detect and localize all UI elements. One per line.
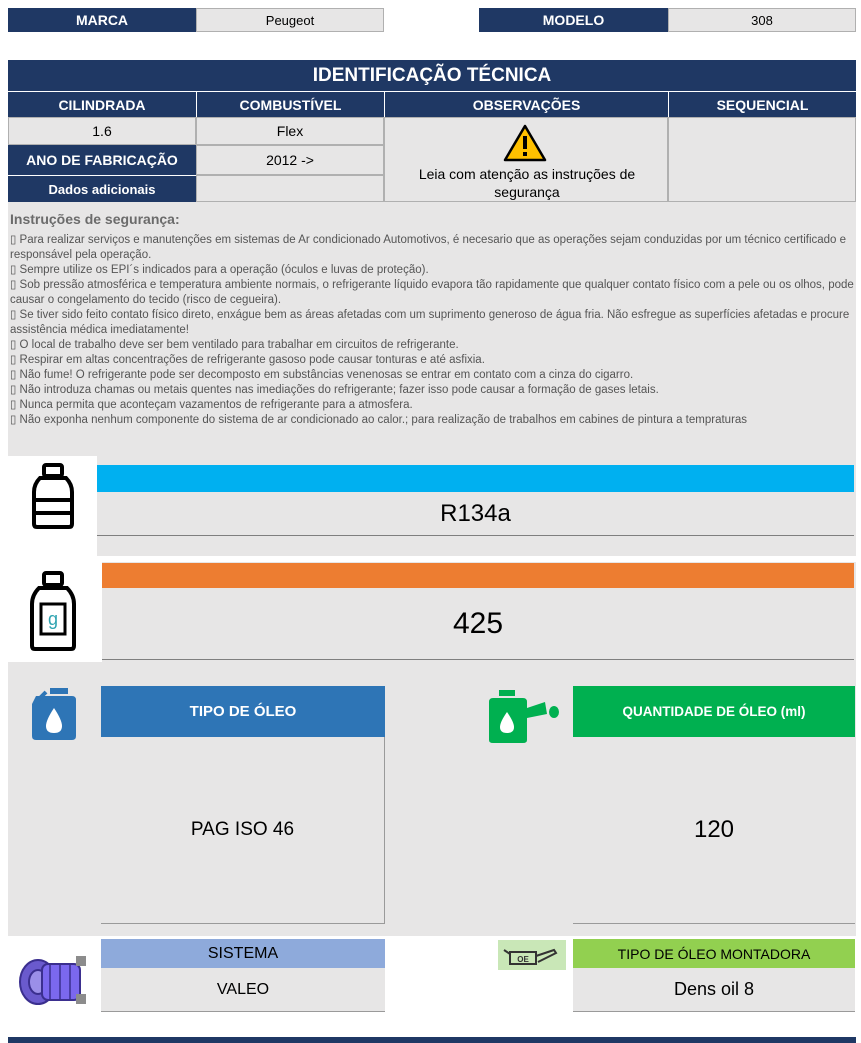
additional-label: Dados adicionais [8, 175, 196, 202]
fuel-value: Flex [196, 117, 384, 145]
oem-oil-value: Dens oil 8 [573, 968, 855, 1012]
displacement-value: 1.6 [8, 117, 196, 145]
section-divider [8, 556, 856, 562]
safety-line: ▯ Respirar em altas concentrações de refrigerante gasoso pode causar tonturas e até asfixia. [10, 354, 485, 366]
safety-title: Instruções de segurança: [10, 211, 180, 227]
oil-type-value: PAG ISO 46 [101, 737, 385, 924]
oem-oil-can-text: OE [517, 955, 529, 964]
refrigerant-amount-icon-box [8, 562, 102, 662]
refrigerant-amount-icon [28, 570, 78, 652]
technical-title: IDENTIFICAÇÃO TÉCNICA [8, 60, 856, 91]
year-value: 2012 -> [196, 145, 384, 175]
additional-value [196, 175, 384, 202]
sequential-value [668, 117, 856, 202]
model-label: MODELO [479, 8, 668, 32]
oil-type-label: TIPO DE ÓLEO [101, 686, 385, 737]
amount-icon-letter: g [47, 609, 59, 629]
compressor-icon [16, 950, 92, 1010]
refrigerant-amount-value: 425 [102, 588, 854, 660]
model-value: 308 [668, 8, 856, 32]
brand-value: Peugeot [196, 8, 384, 32]
safety-line: ▯ O local de trabalho deve ser bem ventilado para trabalhar em circuitos de refrigerante. [10, 339, 459, 351]
safety-instructions [8, 202, 856, 452]
col-observations: OBSERVAÇÕES [384, 91, 668, 117]
refrigerant-amount-bar [102, 563, 854, 588]
refrigerant-type-value: R134a [97, 492, 854, 536]
safety-line: ▯ Sempre utilize os EPI´s indicados para a operação (óculos e luvas de proteção). [10, 264, 429, 276]
safety-line: ▯ Não introduza chamas ou metais quentes nas imediações do refrigerante; fazer isso pode causar a formação de gases letais. [10, 384, 659, 396]
refrigerant-bottle-icon [30, 462, 76, 530]
oil-can-icon [28, 686, 78, 742]
safety-line: ▯ Não fume! O refrigerante pode ser decomposto em substâncias venenosas se entrar em contato com a cinza do cigarro. [10, 369, 634, 381]
oil-quantity-icon [487, 688, 563, 744]
safety-line: ▯ Nunca permita que aconteçam vazamentos de refrigerante para a atmosfera. [10, 399, 413, 411]
system-label: SISTEMA [101, 939, 385, 968]
col-sequential: SEQUENCIAL [668, 91, 856, 117]
oil-quantity-value: 120 [573, 737, 855, 924]
oem-oil-can-icon [498, 940, 566, 970]
brand-label: MARCA [8, 8, 196, 32]
col-fuel: COMBUSTÍVEL [196, 91, 384, 117]
oil-quantity-label: QUANTIDADE DE ÓLEO (ml) [573, 686, 855, 737]
safety-line: ▯ Para realizar serviços e manutenções em sistemas de Ar condicionado Automotivos, é necesario que as operações sejam conduzidas por um técnico certificado e responsável pela operação. [10, 234, 847, 261]
system-value: VALEO [101, 968, 385, 1012]
col-displacement: CILINDRADA [8, 91, 196, 117]
oem-oil-label: TIPO DE ÓLEO MONTADORA [573, 939, 855, 968]
observation-text: Leia com atenção as instruções de segurança [418, 166, 636, 200]
refrigerant-type-icon-box [8, 456, 97, 556]
warning-icon [503, 124, 547, 162]
refrigerant-type-bar [97, 465, 854, 492]
footer-bar [8, 1037, 856, 1043]
safety-line: ▯ Sob pressão atmosférica e temperatura ambiente normais, o refrigerante líquido evapora tão rapidamente que qualquer contato físico com a pele ou os olhos, pode causar o congelamento do tecido (risco de cegueira). [10, 279, 854, 306]
safety-line: ▯ Não exponha nenhum componente do sistema de ar condicionado ao calor.; para realização de trabalhos em cabines de pintura a tempraturas [10, 414, 748, 426]
observations-cell [384, 117, 668, 202]
safety-line: ▯ Se tiver sido feito contato físico direto, enxágue bem as áreas afetadas com um suprimento generoso de água fria. Não esfregue as superfícies afetadas e procure assistência médica imediatamente! [10, 309, 850, 336]
year-label: ANO DE FABRICAÇÃO [8, 145, 196, 175]
